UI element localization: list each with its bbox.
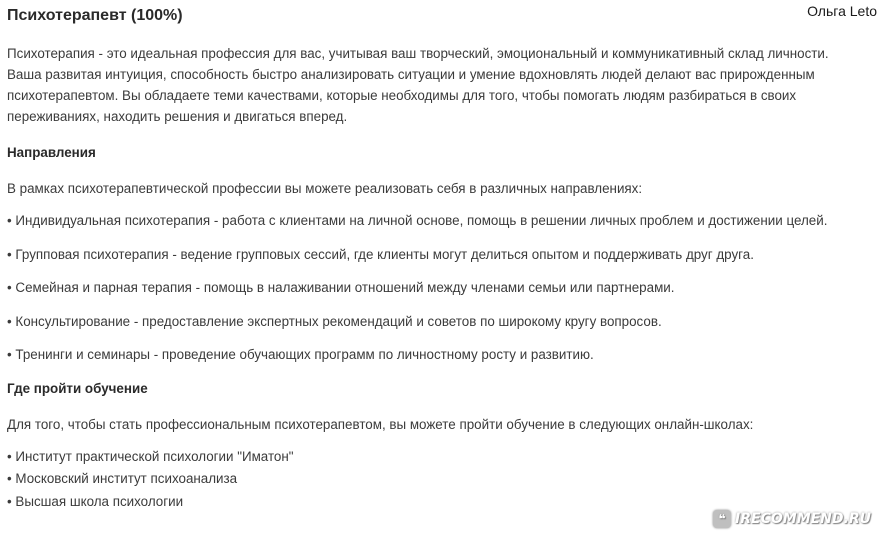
schools-list — [7, 446, 837, 514]
author-name[interactable]: Ольга Leto — [807, 3, 877, 19]
list-item: • Семейная и парная терапия - помощь в налаживании отношений между членами семьи или партнерами. — [7, 280, 675, 296]
review-content — [7, 7, 837, 513]
comment-icon: ❝ — [713, 510, 731, 528]
list-item: • Институт практической психологии "Иматон" — [7, 448, 294, 464]
directions-list — [7, 212, 837, 364]
education-heading: Где пройти обучение — [7, 380, 148, 396]
list-item: • Тренинги и семинары - проведение обучающих программ по личностному росту и развитию. — [7, 347, 594, 363]
list-item: • Московский институт психоанализа — [7, 471, 238, 487]
list-item: • Консультирование - предоставление экспертных рекомендаций и советов по широкому кругу вопросов. — [7, 313, 662, 329]
profession-title: Психотерапевт (100%) — [7, 7, 183, 24]
list-item: • Высшая школа психологии — [7, 493, 184, 509]
directions-lead: В рамках психотерапевтической профессии вы можете реализовать себя в различных направлениях: — [7, 181, 643, 196]
watermark-text: IRECOMMEND.RU — [735, 511, 871, 527]
list-item: • Групповая психотерапия - ведение групповых сессий, где клиенты могут делиться опытом и поддерживать друг друга. — [7, 246, 754, 262]
education-lead: Для того, чтобы стать профессиональным психотерапевтом, вы можете пройти обучение в следующих онлайн-школах: — [7, 416, 754, 432]
intro-paragraph: Психотерапия - это идеальная профессия для вас, учитывая ваш творческий, эмоциональный и коммуникативный склад личности. Ваша развитая интуиция, способность быстро анализировать ситуации и умение вдохновлять людей делают вас прирожденным психотерапевтом. Вы обладаете теми качествами, которые необходимы для того, чтобы помогать людям разбираться в своих переживаниях, находить решения и двигаться вперед. — [7, 46, 829, 124]
list-item: • Индивидуальная психотерапия - работа с клиентами на личной основе, помощь в решении личных проблем и достижении целей. — [7, 213, 828, 228]
directions-heading: Направления — [7, 145, 96, 160]
irecommend-watermark — [713, 510, 871, 528]
